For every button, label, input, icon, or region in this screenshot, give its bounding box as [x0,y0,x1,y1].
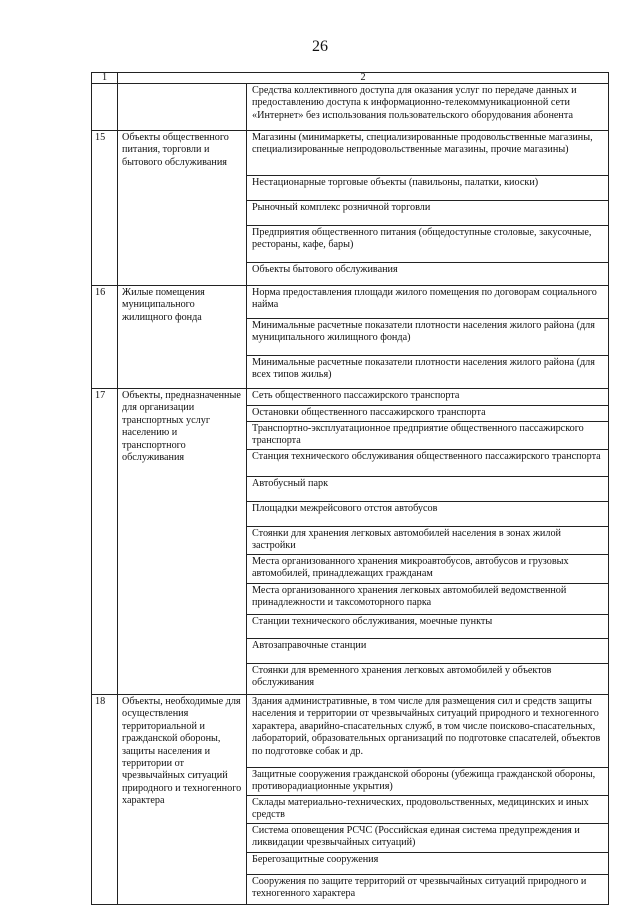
objects-table-body [92,73,609,905]
item-cell: Нестационарные торговые объекты (павильоны, палатки, киоски) [247,176,609,201]
item-cell: Автобусный парк [247,476,609,501]
item-cell: Места организованного хранения микроавтобусов, автобусов и грузовых автомобилей, принадлежащих гражданам [247,554,609,583]
category-cell: Жилые помещения муниципального жилищного фонда [118,286,247,389]
item-cell: Средства коллективного доступа для оказания услуг по передаче данных и предоставлению доступа к информационно-телекоммуникационной сети «Интернет» без использования пользовательского оборудования абонента [247,84,609,131]
item-cell: Здания административные, в том числе для размещения сил и средств защиты населения и территории от чрезвычайных ситуаций природного и техногенного характера, аварийно-спасательных служб, в том числе поисково-спасательных, лабораторий, образовательных организаций по подготовке спасателей, объектов по подготовке собак и др. [247,694,609,767]
item-cell: Защитные сооружения гражданской обороны (убежища гражданской обороны, противорадиационные укрытия) [247,767,609,795]
table-header-row [92,73,609,84]
row-number-cell [92,84,118,131]
row-number-cell: 15 [92,131,118,286]
item-cell: Минимальные расчетные показатели плотности населения жилого района (для муниципального жилищного фонда) [247,319,609,356]
category-cell: Объекты, предназначенные для организации транспортных услуг населению и транспортного обслуживания [118,389,247,695]
row-number-cell: 18 [92,694,118,904]
row-number-cell: 17 [92,389,118,695]
category-cell: Объекты, необходимые для осуществления территориальной и гражданской обороны, защиты населения и территории от чрезвычайных ситуаций природного и техногенного характера [118,694,247,904]
item-cell: Места организованного хранения легковых автомобилей ведомственной принадлежности и таксомоторного парка [247,583,609,614]
item-cell: Склады материально-технических, продовольственных, медицинских и иных средств [247,795,609,823]
item-cell: Сеть общественного пассажирского транспорта [247,389,609,406]
page-number: 26 [312,38,328,55]
item-cell: Стоянки для временного хранения легковых автомобилей у объектов обслуживания [247,663,609,694]
table-row [92,84,609,131]
item-cell: Минимальные расчетные показатели плотности населения жилого района (для всех типов жилья) [247,356,609,389]
row-number-cell: 16 [92,286,118,389]
item-cell: Сооружения по защите территорий от чрезвычайных ситуаций природного и техногенного характера [247,874,609,904]
item-cell: Норма предоставления площади жилого помещения по договорам социального найма [247,286,609,319]
item-cell: Объекты бытового обслуживания [247,263,609,286]
item-cell: Транспортно-эксплуатационное предприятие общественного пассажирского транспорта [247,422,609,450]
table-row [92,286,609,319]
item-cell: Стоянки для хранения легковых автомобилей населения в зонах жилой застройки [247,526,609,554]
item-cell: Система оповещения РСЧС (Российская единая система предупреждения и ликвидации чрезвычайных ситуаций) [247,823,609,852]
item-cell: Магазины (минимаркеты, специализированные продовольственные магазины, специализированные непродовольственные магазины, прочие магазины) [247,131,609,176]
item-cell: Станции технического обслуживания, моечные пункты [247,614,609,638]
item-cell: Остановки общественного пассажирского транспорта [247,406,609,422]
item-cell: Рыночный комплекс розничной торговли [247,201,609,226]
item-cell: Площадки межрейсового отстоя автобусов [247,501,609,526]
table-row [92,389,609,406]
item-cell: Автозаправочные станции [247,638,609,663]
category-cell: Объекты общественного питания, торговли и бытового обслуживания [118,131,247,286]
item-cell: Берегозащитные сооружения [247,852,609,874]
objects-table [91,72,609,905]
item-cell: Предприятия общественного питания (общедоступные столовые, закусочные, рестораны, кафе, бары) [247,226,609,263]
table-row [92,694,609,767]
header-col-1: 1 [92,73,118,84]
category-cell [118,84,247,131]
table-row [92,131,609,176]
header-col-2: 2 [118,73,609,84]
item-cell: Станция технического обслуживания общественного пассажирского транспорта [247,449,609,476]
